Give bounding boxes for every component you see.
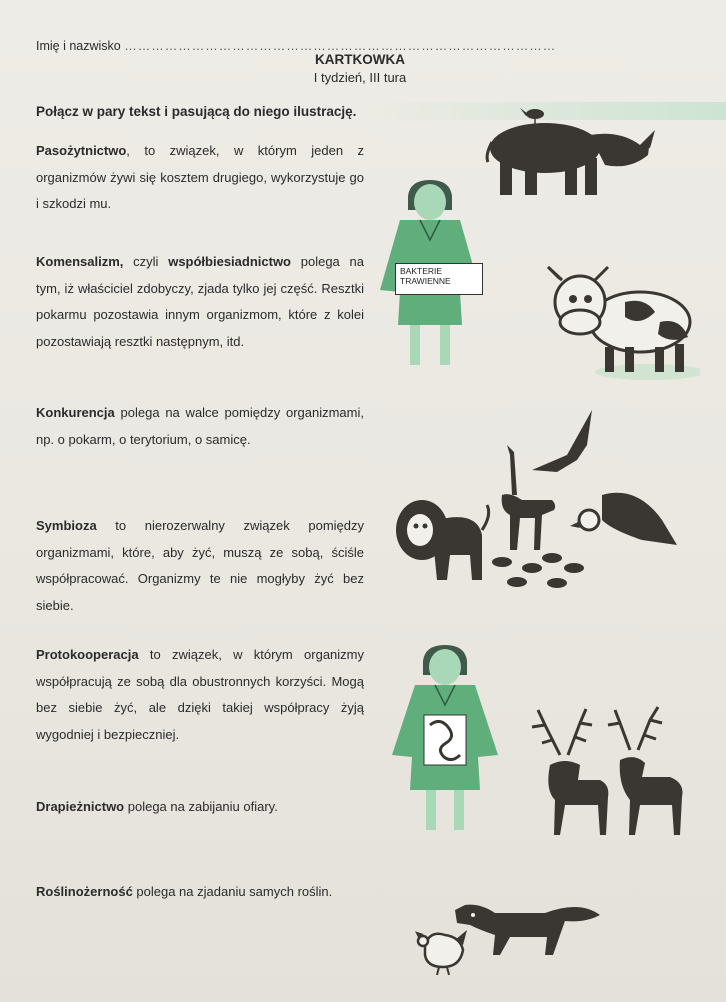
name-field-dots: ……………………………………………………………………………………: [124, 39, 557, 53]
term-2: współbiesiadnictwo: [168, 254, 291, 269]
paragraph-komensalizm: [36, 249, 364, 355]
definition: to związek, w którym organizmy współpracują ze sobą dla obustronnych korzyści. Mogą bez siebie żyć, ale dzięki takiej współpracy żyją wygodniej i bezpieczniej.: [36, 647, 364, 742]
term: Komensalizm,: [36, 254, 124, 269]
connector: czyli: [123, 254, 169, 269]
term: Protokooperacja: [36, 647, 139, 662]
worksheet-title: KARTKOWKA: [315, 52, 405, 67]
cow-illustration: [540, 262, 700, 382]
definition: polega na zabijaniu ofiary.: [124, 799, 278, 814]
paragraph-symbioza: [36, 513, 364, 619]
definition: polega na walce pomiędzy organizmami, np. o pokarm, o terytorium, o samicę.: [36, 405, 364, 447]
term: Konkurencja: [36, 405, 115, 420]
name-line: [36, 39, 556, 53]
paragraph-drapieznictwo: [36, 794, 364, 821]
deer-pair-illustration: [520, 705, 700, 840]
definition: polega na tym, iż właściciel zdobyczy, zjada tylko jej część. Resztki pokarmu pozostawia innym organizmom, które z kolei pozostawiają resztki następnym, itd.: [36, 254, 364, 349]
paragraph-protokooperacja: [36, 642, 364, 748]
term: Roślinożerność: [36, 884, 133, 899]
term: Pasożytnictwo: [36, 143, 127, 158]
competition-animals-illustration: [392, 400, 682, 600]
paragraph-roslinozernosc: [36, 879, 364, 906]
paragraph-pasozytnictwo: [36, 138, 364, 218]
rhino-with-bird-illustration: [480, 100, 660, 200]
bacteria-label: BAKTERIE TRAWIENNE: [400, 266, 451, 286]
instruction: Połącz w pary tekst i pasującą do niego ilustrację.: [36, 104, 357, 119]
definition: to nierozerwalny związek pomiędzy organizmami, które, aby żyć, muszą ze sobą, ściśle współpracować. Organizmy te nie mogłyby żyć bez siebie.: [36, 518, 364, 613]
human-figure-parasite-illustration: [390, 645, 500, 830]
term: Symbioza: [36, 518, 97, 533]
definition: polega na zjadaniu samych roślin.: [132, 884, 333, 899]
term: Drapieżnictwo: [36, 799, 125, 814]
paragraph-konkurencja: [36, 400, 364, 453]
fox-and-hen-illustration: [415, 895, 605, 975]
definition: , to związek, w którym jeden z organizmów żywi się kosztem drugiego, wykorzystuje go i szkodzi mu.: [36, 143, 364, 211]
bacteria-label-box: [395, 263, 483, 295]
name-label: Imię i nazwisko: [36, 39, 121, 53]
worksheet-subtitle: I tydzień, III tura: [313, 70, 407, 85]
